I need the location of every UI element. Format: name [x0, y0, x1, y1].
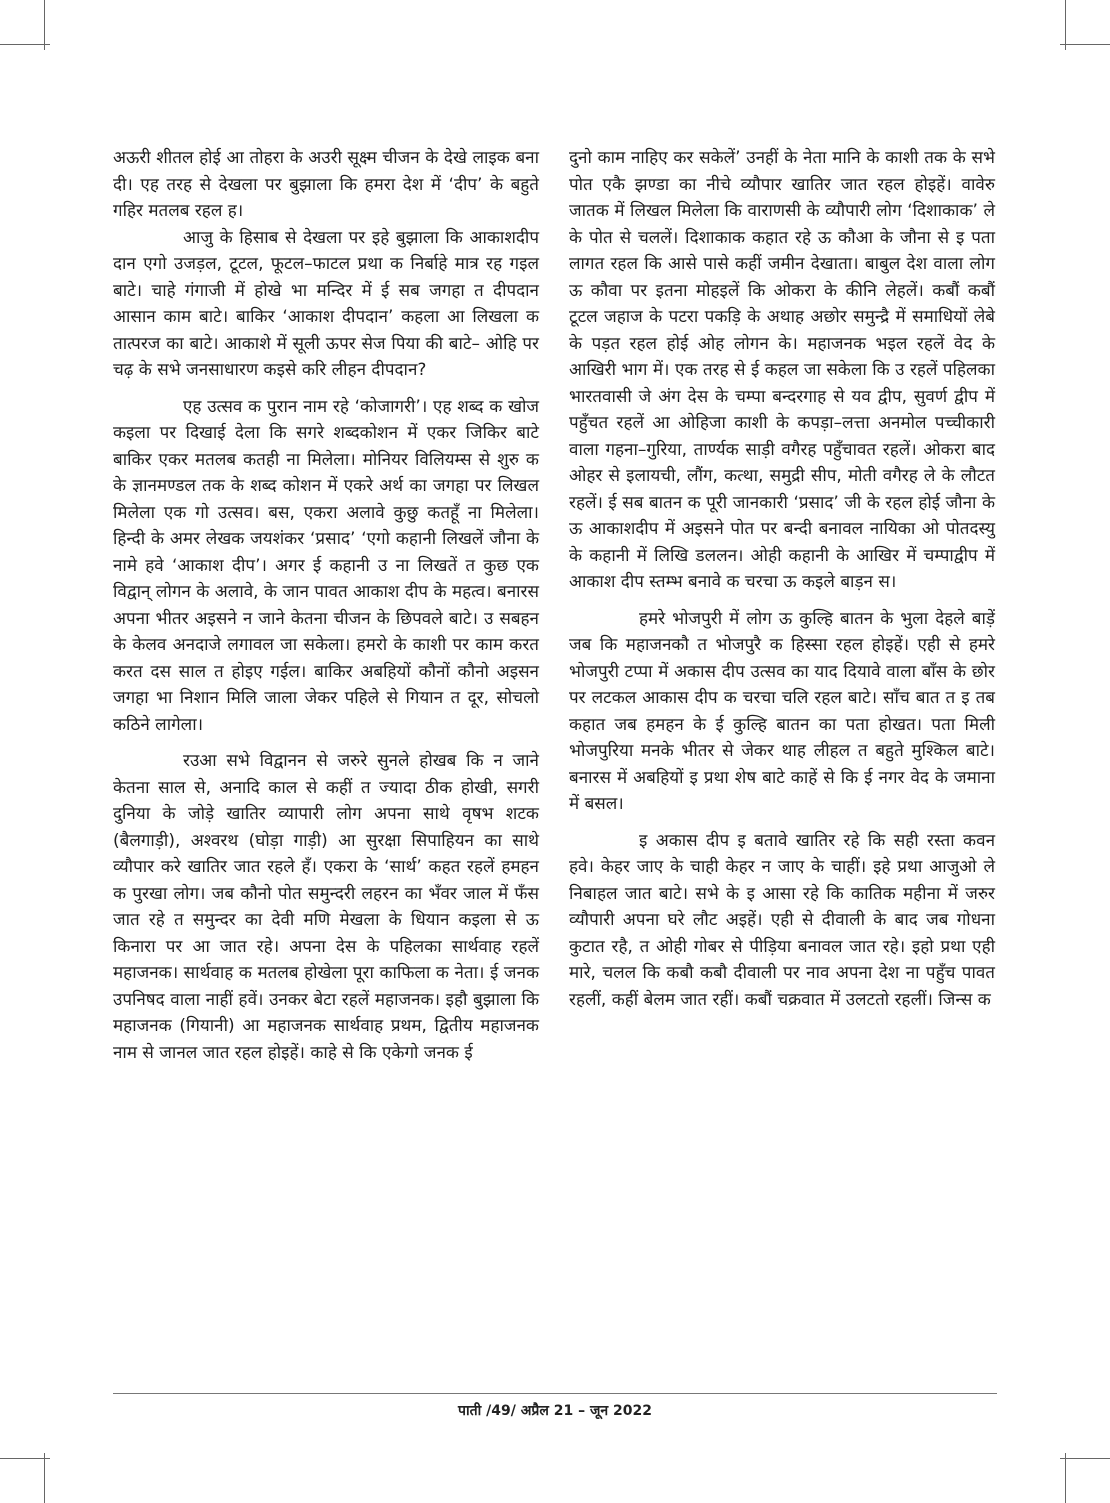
paragraph: आजु के हिसाब से देखला पर इहे बुझाला कि आकाशदीप दान एगो उजड़ल, टूटल, फूटल–फाटल प्रथा क निर्बाहे मात्र रह गइल बाटे। चाहे गंगाजी में होखे भा मन्दिर में ई सब जगहा त दीपदान आसान काम बाटे। बाकिर ‘आकाश दीपदान’ कहला आ लिखला क तात्परज का बाटे। आकाशे में सूली ऊपर सेज पिया की बाटे– ओहि पर चढ़ के सभे जनसाधारण कइसे करि लीहन दीपदान?	[113, 227, 539, 380]
crop-mark	[1065, 1453, 1066, 1503]
crop-mark	[1060, 1458, 1110, 1459]
left-column	[113, 145, 539, 1066]
right-column	[569, 145, 995, 1013]
crop-mark	[44, 0, 45, 50]
footer-rule	[113, 1393, 997, 1394]
crop-mark	[0, 1458, 50, 1459]
paragraph: इ अकास दीप इ बतावे खातिर रहे कि सही रस्ता कवन हवे। केहर जाए के चाही केहर न जाए के चाहीं। इहे प्रथा आजुओ ले निबाहल जात बाटे। सभे के इ आसा रहे कि कातिक महीना में जरुर व्यौपारी अपना घरे लौट अइहें। एही से दीवाली के बाद जब गोधना कुटात रहै, त ओही गोबर से पीड़िया बनावल जात रहे। इहो प्रथा एही मारे, चलल कि कबौ कबौ दीवाली पर नाव अपना देश ना पहुँच पावत रहलीं, कहीं बेलम जात रहीं। कबौं चक्रवात में उलटतो रहलीं। जिन्स क	[569, 830, 995, 1010]
crop-mark	[0, 44, 50, 45]
paragraph: अऊरी शीतल होई आ तोहरा के अउरी सूक्ष्म चीजन के देखे लाइक बना दी। एह तरह से देखला पर बुझाला कि हमरा देश में ‘दीप’ के बहुते गहिर मतलब रहल ह।	[113, 148, 539, 221]
crop-mark	[1065, 0, 1066, 50]
paragraph: दुनो काम नाहिए कर सकेलें’ उनहीं के नेता मानि के काशी तक के सभे पोत एकै झण्डा का नीचे व्यौपार खातिर जात रहल होइहें। वावेरु जातक में लिखल मिलेला कि वाराणसी के व्यौपारी लोग ‘दिशाकाक’ ले के पोत से चललें। दिशाकाक कहात रहे ऊ कौआ के जौना से इ पता लागत रहल कि आसे पासे कहीं जमीन देखाता। बाबुल देश वाला लोग ऊ कौवा पर इतना मोहइलें कि ओकरा के कीनि लेहलें। कबौं कबौं टूटल जहाज के पटरा पकड़ि के अथाह अछोर समुन्द्रै में समाधियों लेबे के पड़त रहल होई ओह लोगन के। महाजनक भइल रहलें वेद के आखिरी भाग में। एक तरह से ई कहल जा सकेला कि उ रहलें पहिलका भारतवासी जे अंग देस के चम्पा बन्दरगाह से यव द्वीप, सुवर्ण द्वीप में पहुँचत रहलें आ ओहिजा काशी के कपड़ा–लत्ता अनमोल पच्चीकारी वाला गहना–गुरिया, तार्ण्यक साड़ी वगैरह पहुँचावत रहलें। ओकरा बाद ओहर से इलायची, लौंग, कत्था, समुद्री सीप, मोती वगैरह ले के लौटत रहलें। ई सब बातन क पूरी जानकारी ‘प्रसाद’ जी के रहल होई जौना के ऊ आकाशदीप में अइसने पोत पर बन्दी बनावल नायिका ओ पोतदस्यु के कहानी में लिखि डललन। ओही कहानी के आखिर में चम्पाद्वीप में आकाश दीप स्तम्भ बनावे क चरचा ऊ कइले बाड़न स।	[569, 148, 995, 592]
paragraph: हमरे भोजपुरी में लोग ऊ कुल्हि बातन के भुला देहले बाड़ें जब कि महाजनकौ त भोजपुरै क हिस्सा रहल होइहें। एही से हमरे भोजपुरी टप्पा में अकास दीप उत्सव का याद दियावे वाला बाँस के छोर पर लटकल आकास दीप क चरचा चलि रहल बाटे। साँच बात त इ तब कहात जब हमहन के ई कुल्हि बातन का पता होखत। पता मिली भोजपुरिया मनके भीतर से जेकर थाह लीहल त बहुते मुश्किल बाटे। बनारस में अबहियों इ प्रथा शेष बाटे काहें से कि ई नगर वेद के जमाना में बसल।	[569, 608, 995, 814]
paragraph: रउआ सभे विद्वानन से जरुरे सुनले होखब कि न जाने केतना साल से, अनादि काल से कहीं त ज्यादा ठीक होखी, सगरी दुनिया के जोड़े खातिर व्यापारी लोग अपना साथे वृषभ शटक (बैलगाड़ी), अश्वरथ (घोड़ा गाड़ी) आ सुरक्षा सिपाहियन का साथे व्यौपार करे खातिर जात रहले हँ। एकरा के ‘सार्थ’ कहत रहलें हमहन क पुरखा लोग। जब कौनो पोत समुन्दरी लहरन का भँवर जाल में फँस जात रहे त समुन्दर का देवी मणि मेखला के धियान कइला से ऊ किनारा पर आ जात रहे। अपना देस के पहिलका सार्थवाह रहलें महाजनक। सार्थवाह क मतलब होखेला पूरा काफिला क नेता। ई जनक उपनिषद वाला नाहीं हवें। उनकर बेटा रहलें महाजनक। इहौ बुझाला कि महाजनक (गियानी) आ महाजनक सार्थवाह प्रथम, द्वितीय महाजनक नाम से जानल जात रहल होइहें। काहे से कि एकेगो जनक ई	[113, 751, 539, 1063]
page-footer: पाती /49/ अप्रैल 21 – जून 2022	[458, 1403, 652, 1419]
crop-mark	[44, 1453, 45, 1503]
paragraph: एह उत्सव क पुरान नाम रहे ‘कोजागरी’। एह शब्द क खोज कइला पर दिखाई देला कि सगरे शब्दकोशन में एकर जिकिर बाटे बाकिर एकर मतलब कतही ना मिलेला। मोनियर विलियम्स से शुरु क के ज्ञानमण्डल तक के शब्द कोशन में एकरे अर्थ का जगहा पर लिखल मिलेला एक गो उत्सव। बस, एकरा अलावे कुछु कतहूँ ना मिलेला। हिन्दी के अमर लेखक जयशंकर ‘प्रसाद’ ‘एगो कहानी लिखलें जौना के नामे हवे ‘आकाश दीप’। अगर ई कहानी उ ना लिखतें त कुछ एक विद्वान् लोगन के अलावे, के जान पावत आकाश दीप के महत्व। बनारस अपना भीतर अइसने न जाने केतना चीजन के छिपवले बाटे। उ सबहन के केलव अनदाजे लगावल जा सकेला। हमरो के काशी पर काम करत करत दस साल त होइए गईल। बाकिर अबहियों कौनों कौनो अइसन जगहा भा निशान मिलि जाला जेकर पहिले से गियान त दूर, सोचलो कठिने लागेला।	[113, 396, 539, 735]
crop-mark	[1060, 44, 1110, 45]
